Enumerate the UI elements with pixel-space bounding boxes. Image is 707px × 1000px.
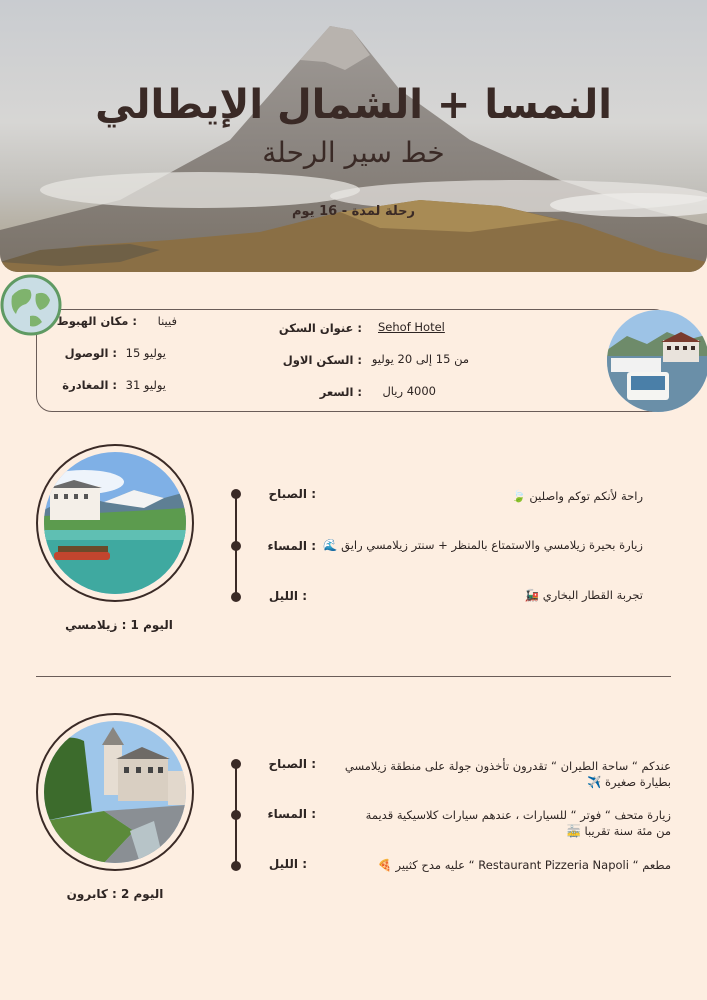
departure-value: يوليو 31	[125, 378, 166, 392]
day-2-morning-label: : الصباح	[268, 757, 316, 771]
day-2-evening-dot	[231, 810, 241, 820]
day-1-label: اليوم 1 : زيلامسي	[65, 618, 173, 632]
day-1-morning-dot	[231, 489, 241, 499]
hotel-link[interactable]: Sehof Hotel	[378, 320, 445, 334]
arrival-label: : الوصول	[64, 346, 117, 360]
day-1-evening-label: : المساء	[267, 539, 316, 553]
day-2-morning-dot	[231, 759, 241, 769]
day-1-morning-label: : الصباح	[268, 487, 316, 501]
day-1-photo	[36, 444, 194, 602]
day-2-photo	[36, 713, 194, 871]
day-2-evening-label: : المساء	[267, 807, 316, 821]
globe-icon	[0, 274, 62, 336]
page-subtitle: خط سير الرحلة	[262, 136, 445, 169]
day-1-evening-dot	[231, 541, 241, 551]
price-label: : السعر	[319, 385, 362, 399]
day-2-evening-line-1: زيارة متحف “ فوتر “ للسيارات ، عندهم سيارات كلاسيكية قديمة	[365, 808, 671, 822]
day-2-label: اليوم 2 : كابرون	[66, 887, 164, 901]
address-label: : عنوان السكن	[278, 321, 362, 335]
page-title: النمسا + الشمال الإيطالي	[95, 82, 612, 128]
section-divider	[36, 676, 671, 677]
price-value: 4000 ريال	[382, 384, 436, 398]
hotel-photo	[607, 310, 707, 412]
day-2-night-label: : الليل	[268, 857, 307, 871]
first-stay-label: : السكن الاول	[282, 353, 362, 367]
day-1-evening-activity: زيارة بحيرة زيلامسي والاستمتاع بالمنظر + سنتر زيلامسي رايق 🌊	[323, 538, 643, 552]
trip-duration: رحلة لمدة - 16 يوم	[292, 204, 415, 219]
day-1-night-activity: تجربة القطار البخاري 🚂	[524, 588, 643, 602]
hero-banner	[0, 0, 707, 272]
day-2-morning-line-2: بطيارة صغيرة ✈️	[587, 775, 671, 789]
day-2-morning-line-1: عندكم “ ساحة الطيران “ تقدرون تأخذون جولة على منطقة زيلامسي	[344, 759, 671, 773]
arrival-value: يوليو 15	[125, 346, 166, 360]
first-stay-value: من 15 إلى 20 يوليو	[371, 352, 469, 366]
departure-label: : المغادرة	[62, 378, 117, 392]
day-1-night-label: : الليل	[268, 589, 307, 603]
day-2-evening-line-2: من مئة سنة تقريبا 🚋	[566, 824, 671, 838]
day-2-night-activity: مطعم “ Restaurant Pizzeria Napoli “ عليه مدح كثيير 🍕	[377, 858, 671, 872]
landing-label: : مكان الهبوط	[56, 314, 137, 328]
day-1-night-dot	[231, 592, 241, 602]
landing-value: فيينا	[157, 314, 177, 328]
day-2-night-dot	[231, 861, 241, 871]
day-1-morning-activity: راحة لأنكم توكم واصلين 🍃	[511, 489, 643, 503]
